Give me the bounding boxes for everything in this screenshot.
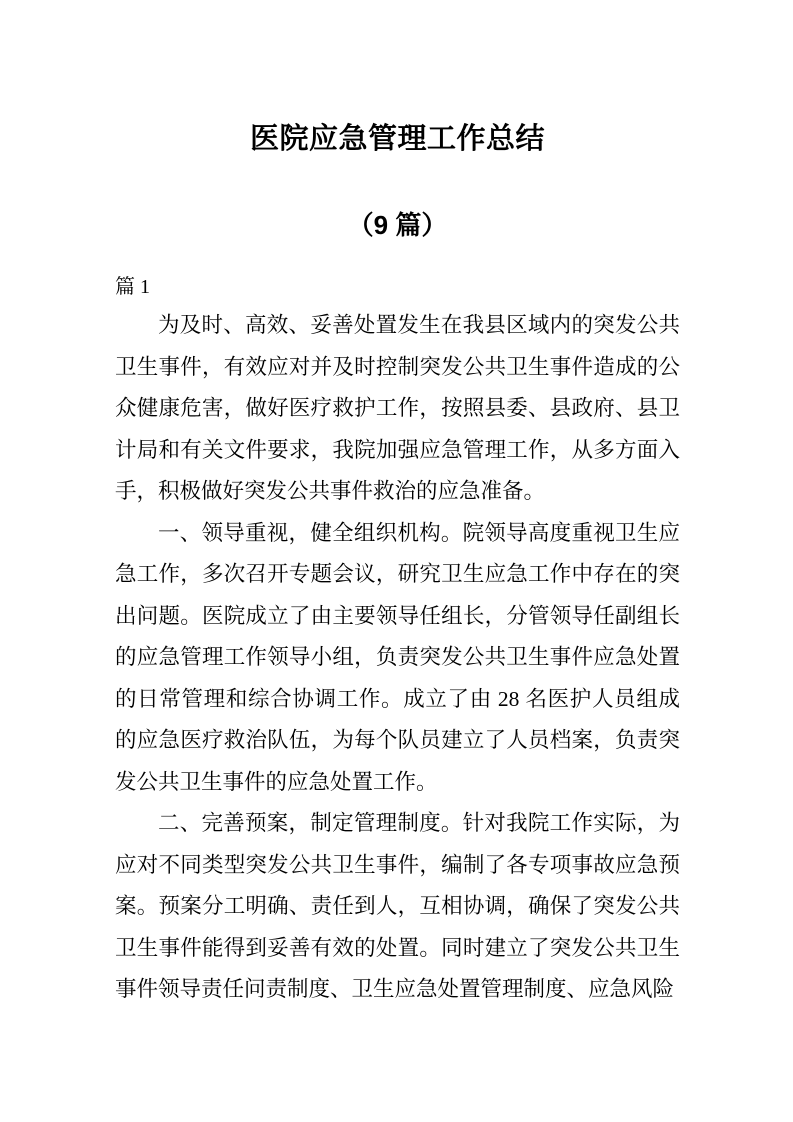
document-title: 医院应急管理工作总结 bbox=[249, 123, 545, 155]
paragraph-3: 二、完善预案，制定管理制度。针对我院工作实际，为应对不同类型突发公共卫生事件，编制了各专项事故应急预案。预案分工明确、责任到人，互相协调，确保了突发公共卫生事件能得到妥善有效的处置。同时建立了突发公共卫生事件领导责任问责制度、卫生应急处置管理制度、应急风险 bbox=[115, 811, 680, 1001]
paragraph-1: 为及时、高效、妥善处置发生在我县区域内的突发公共卫生事件，有效应对并及时控制突发公共卫生事件造成的公众健康危害，做好医疗救护工作，按照县委、县政府、县卫计局和有关文件要求，我院加强应急管理工作，从多方面入手，积极做好突发公共事件救治的应急准备。 bbox=[115, 313, 680, 503]
section-label: 篇 1 bbox=[115, 276, 150, 298]
document-subtitle: （9 篇） bbox=[347, 210, 448, 240]
document-body bbox=[115, 305, 680, 1011]
paragraph-2: 一、领导重视，健全组织机构。院领导高度重视卫生应急工作，多次召开专题会议，研究卫生应急工作中存在的突出问题。医院成立了由主要领导任组长，分管领导任副组长的应急管理工作领导小组，负责突发公共卫生事件应急处置的日常管理和综合协调工作。成立了由 28 名医护人员组成的应急医疗救治队伍，为每个队员建立了人员档案，负责突发公共卫生事件的应急处置工作。 bbox=[115, 520, 680, 794]
